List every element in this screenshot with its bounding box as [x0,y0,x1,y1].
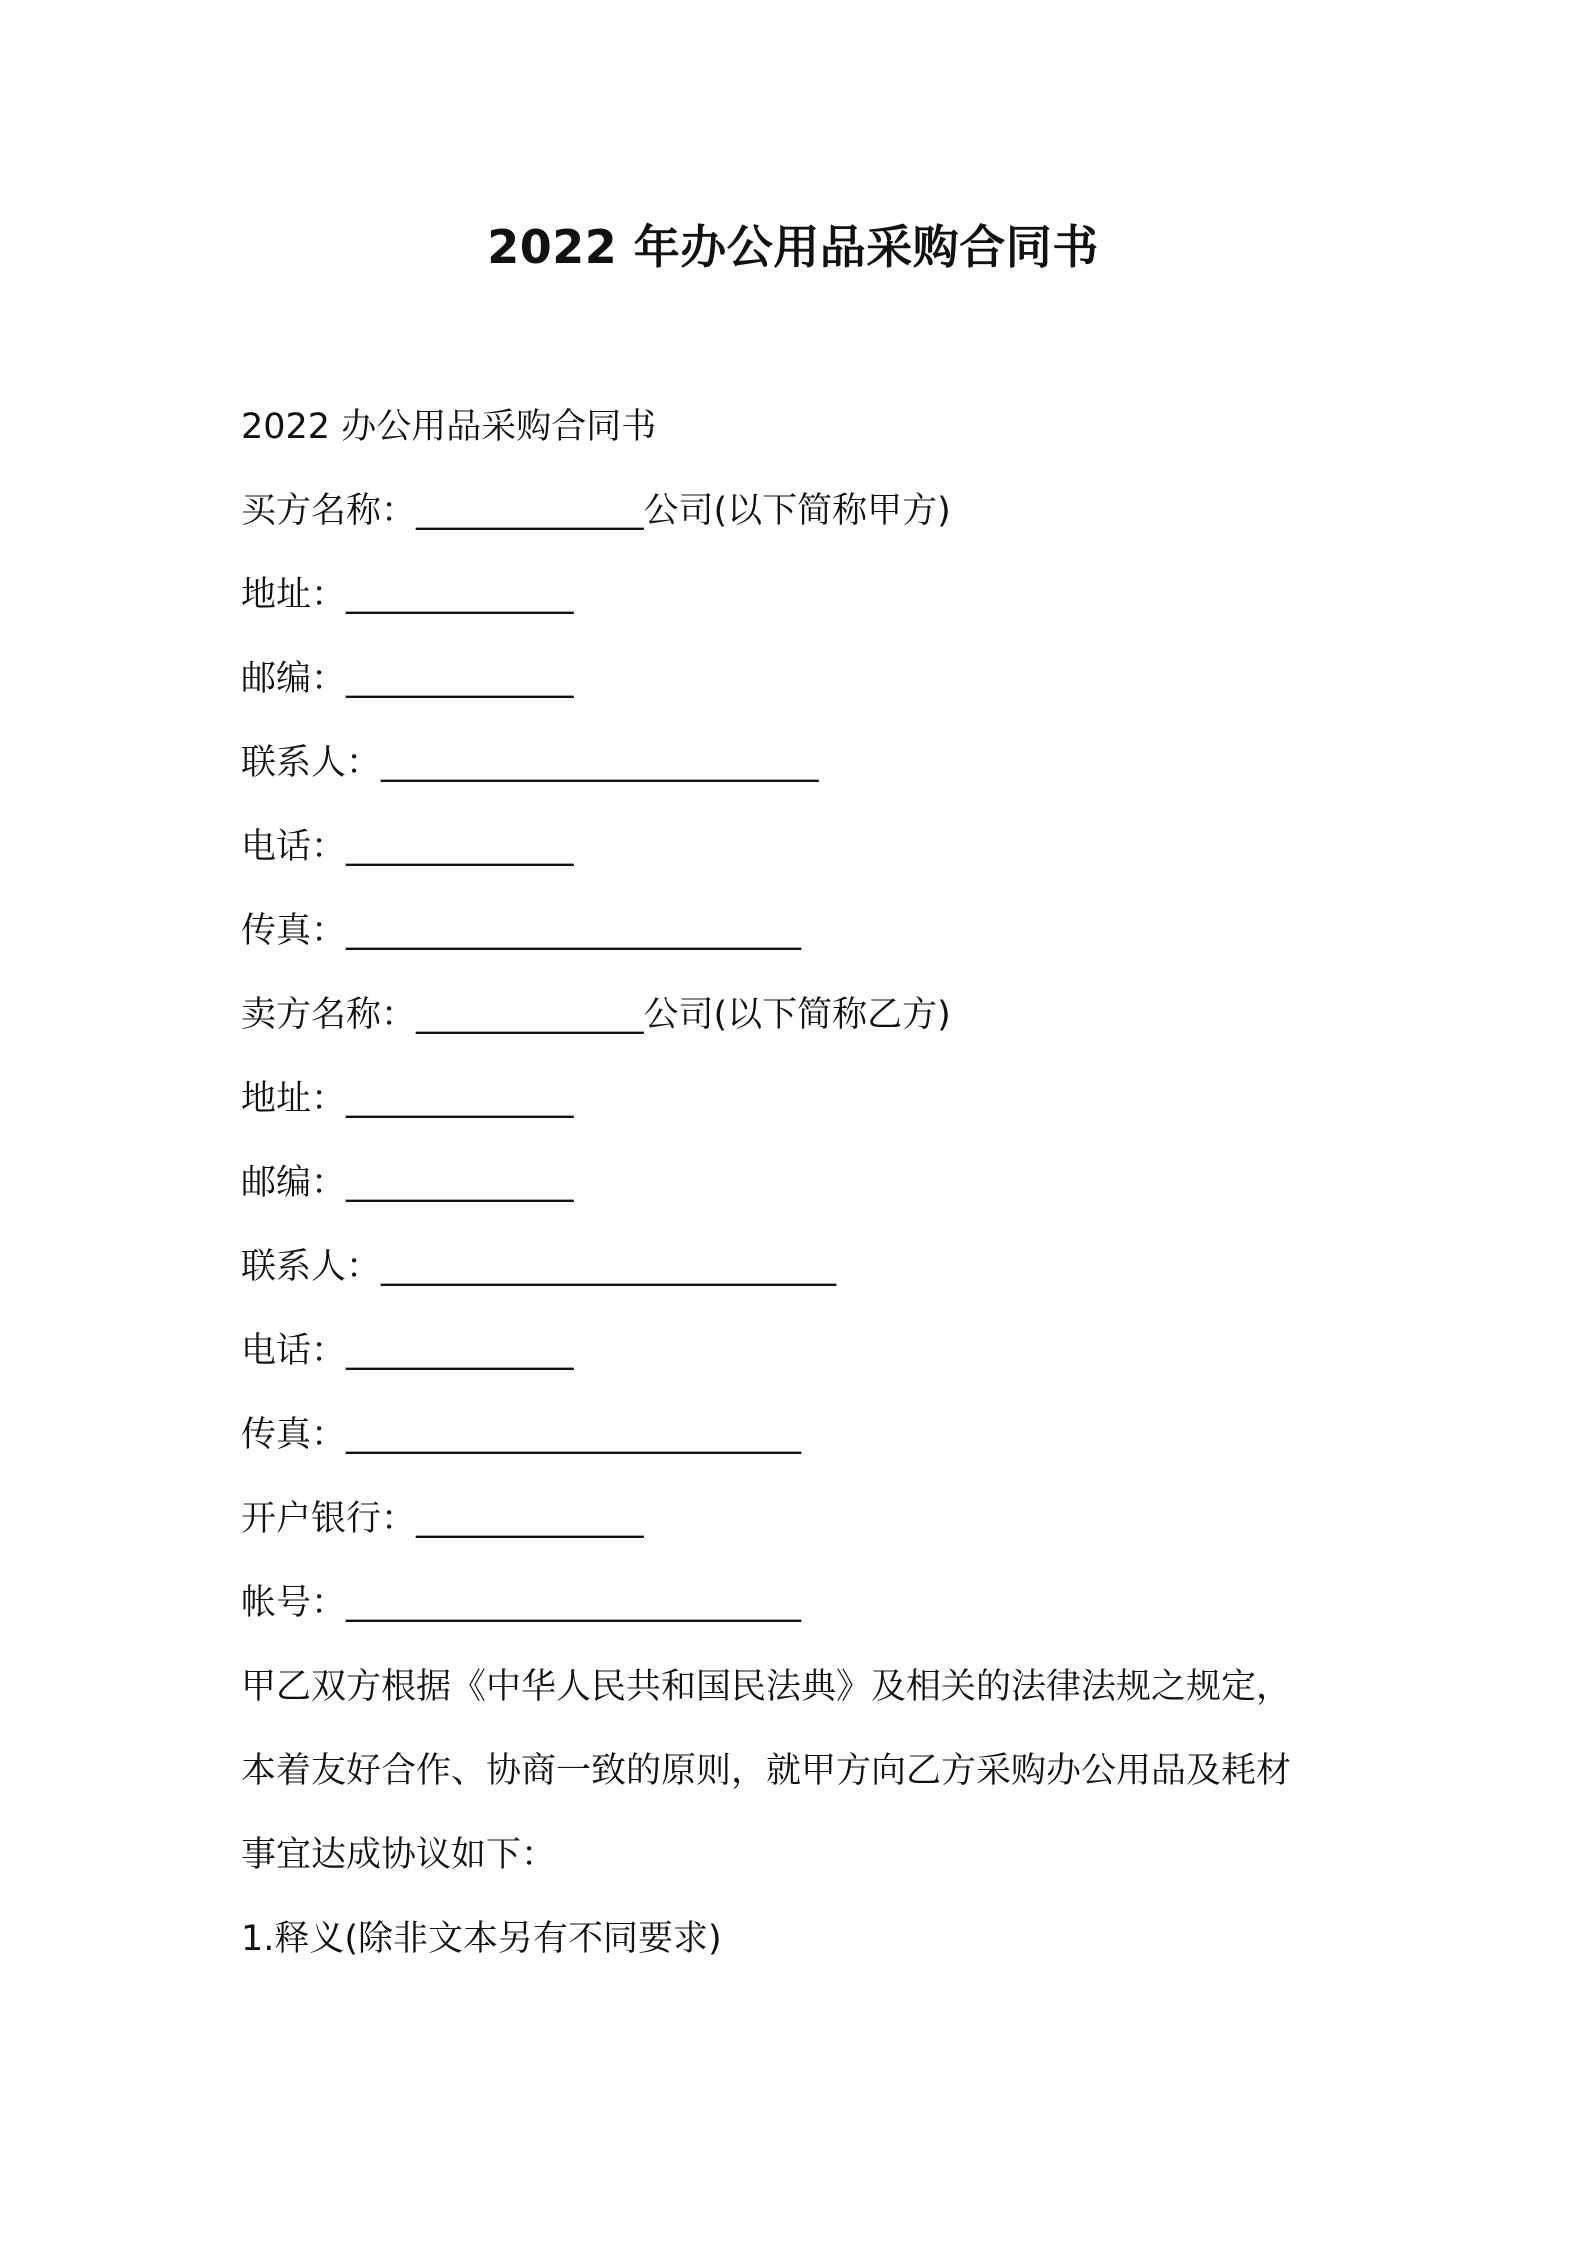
bank-line: 开户银行：_____________ [241,1499,644,1539]
buyer-fax-line: 传真：__________________________ [241,911,802,951]
paragraph-line: 甲乙双方根据《中华人民共和国民法典》及相关的法律法规之规定， [241,1667,1292,1707]
subtitle-line: 2022 办公用品采购合同书 [241,407,657,447]
buyer-address-line: 地址：_____________ [241,575,574,615]
buyer-phone-line: 电话：_____________ [241,827,574,867]
document-title: 2022 年办公用品采购合同书 [487,220,1099,274]
buyer-name-line: 买方名称：_____________公司(以下简称甲方) [241,491,951,531]
document-body [241,406,1371,2002]
seller-postcode-line: 邮编：_____________ [241,1163,574,1203]
seller-address-line: 地址：_____________ [241,1079,574,1119]
paragraph-line: 事宜达成协议如下： [241,1835,557,1875]
account-line: 帐号：__________________________ [241,1583,802,1623]
section-heading: 1.释义(除非文本另有不同要求) [241,1919,722,1959]
seller-name-line: 卖方名称：_____________公司(以下简称乙方) [241,995,951,1035]
buyer-contact-line: 联系人：_________________________ [241,743,819,783]
seller-fax-line: 传真：__________________________ [241,1415,802,1455]
seller-contact-line: 联系人：__________________________ [241,1247,837,1287]
seller-phone-line: 电话：_____________ [241,1331,574,1371]
buyer-postcode-line: 邮编：_____________ [241,659,574,699]
paragraph-line: 本着友好合作、协商一致的原则，就甲方向乙方采购办公用品及耗材 [241,1751,1292,1791]
